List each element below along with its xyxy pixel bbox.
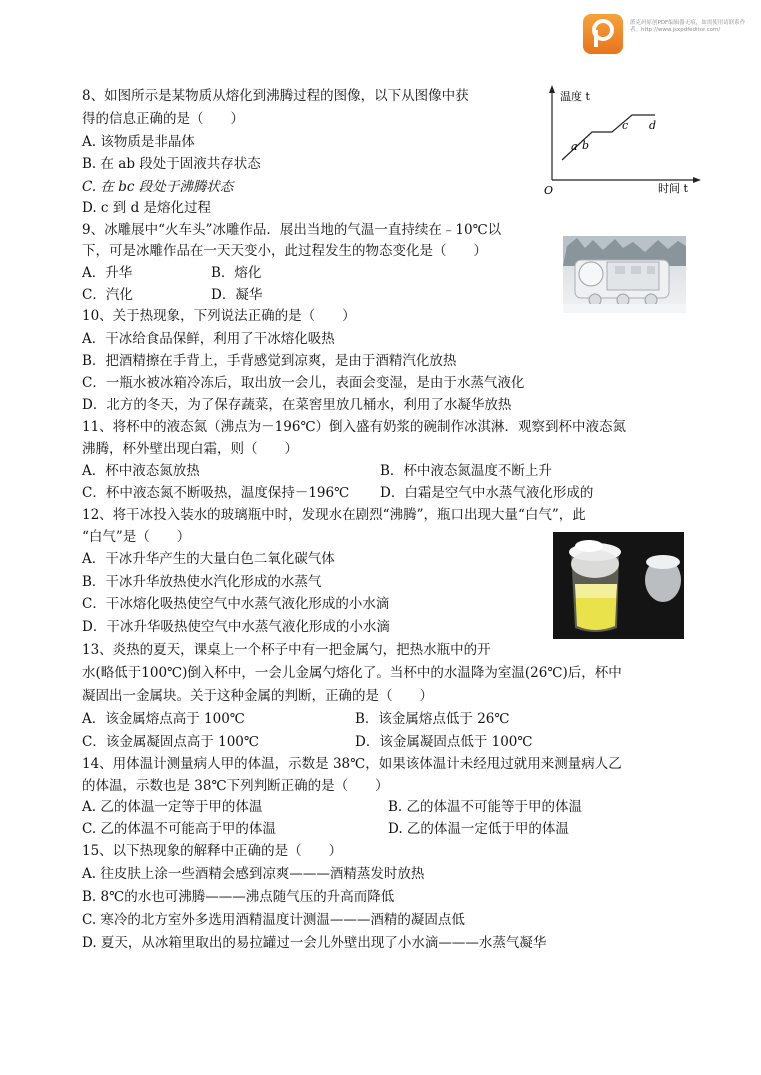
graph-point-d: d <box>649 119 657 132</box>
q13-stem-line2: 水(略低于100℃)倒入杯中，一会儿金属勺熔化了。当杯中的水温降为室温(26℃)后，杯中 <box>82 665 622 681</box>
pdf-logo-icon <box>583 14 623 54</box>
q13-option-b: B．该金属熔点低于 26℃ <box>355 711 510 727</box>
q9-option-b: B．熔化 <box>211 265 262 281</box>
graph-ylabel: 温度 t <box>560 90 590 103</box>
q8-stem-line1: 8、如图所示是某物质从熔化到沸腾过程的图像，以下从图像中获 <box>82 88 469 104</box>
ice-sculpture-photo <box>563 236 686 313</box>
q13-stem-line3: 凝固出一金属块。关于这种金属的判断，正确的是（ ） <box>82 688 433 704</box>
q9-option-a: A．升华 <box>82 265 133 281</box>
q14-option-c: C. 乙的体温不可能高于甲的体温 <box>82 821 276 837</box>
q15-option-c: C. 寒冷的北方室外多选用酒精温度计测温———酒精的凝固点低 <box>82 912 465 928</box>
q14-stem-line1: 14、用体温计测量病人甲的体温，示数是 38℃，如果该体温计未经甩过就用来测量病人乙 <box>82 756 622 772</box>
q11-stem-line1: 11、将杯中的液态氮（沸点为－196℃）倒入盛有奶浆的碗制作冰淇淋．观察到杯中液态氮 <box>82 419 627 435</box>
q12-stem-line1: 12、将干冰投入装水的玻璃瓶中时，发现水在剧烈“沸腾”，瓶口出现大量“白气”，此 <box>82 507 586 523</box>
q12-option-a: A．干冰升华产生的大量白色二氧化碳气体 <box>82 551 335 567</box>
q14-option-d: D. 乙的体温一定低于甲的体温 <box>388 821 569 837</box>
q14-stem-line2: 的体温，示数也是 38℃下列判断正确的是（ ） <box>82 778 389 794</box>
q11-option-d: D．白霜是空气中水蒸气液化形成的 <box>380 485 594 501</box>
q9-stem-line1: 9、冰雕展中“火车头”冰雕作品．展出当地的气温一直持续在﹣10℃以 <box>82 222 502 238</box>
q12-option-d: D．干冰升华吸热使空气中水蒸气液化形成的小水滴 <box>82 619 390 635</box>
graph-xlabel: 时间 t <box>658 182 688 195</box>
q10-stem: 10、关于热现象，下列说法正确的是（ ） <box>82 308 356 324</box>
q15-option-d: D. 夏天，从冰箱里取出的易拉罐过一会儿外壁出现了小水滴———水蒸气凝华 <box>82 935 547 951</box>
q11-stem-line2: 沸腾，杯外壁出现白霜，则（ ） <box>82 441 298 457</box>
q8-stem-line2: 得的信息正确的是（ ） <box>82 111 244 127</box>
graph-point-b: b <box>582 139 590 152</box>
q15-option-a: A. 往皮肤上涂一些酒精会感到凉爽———酒精蒸发时放热 <box>82 866 425 882</box>
q8-option-a: A. 该物质是非晶体 <box>82 134 195 150</box>
q13-option-d: D．该金属凝固点低于 100℃ <box>355 734 533 750</box>
q9-option-c: C．汽化 <box>82 287 133 303</box>
dry-ice-glass-photo <box>553 532 684 639</box>
q13-stem-line1: 13、炎热的夏天，课桌上一个杯子中有一把金属勺，把热水瓶中的开 <box>82 642 491 658</box>
q14-option-a: A. 乙的体温一定等于甲的体温 <box>82 799 263 815</box>
q10-option-a: A．干冰给食品保鲜，利用了干冰熔化吸热 <box>82 331 335 347</box>
q14-option-b: B. 乙的体温不可能等于甲的体温 <box>388 799 583 815</box>
q11-option-a: A．杯中液态氮放热 <box>82 463 200 479</box>
q10-option-b: B．把酒精擦在手背上，手背感觉到凉爽，是由于酒精汽化放热 <box>82 353 457 369</box>
q12-option-b: B．干冰升华放热使水汽化形成的水蒸气 <box>82 574 322 590</box>
q13-option-c: C．该金属凝固点高于 100℃ <box>82 734 259 750</box>
q8-option-d: D. c 到 d 是熔化过程 <box>82 200 212 216</box>
q15-stem: 15、以下热现象的解释中正确的是（ ） <box>82 843 343 859</box>
q15-option-b: B. 8℃的水也可沸腾———沸点随气压的升高而降低 <box>82 889 395 905</box>
graph-point-c: c <box>622 119 629 132</box>
graph-origin: O <box>544 184 554 197</box>
q11-option-c: C．杯中液态氮不断吸热，温度保持－196℃ <box>82 485 350 501</box>
q9-stem-line2: 下，可是冰雕作品在一天天变小，此过程发生的物态变化是（ ） <box>82 243 487 259</box>
q8-option-b: B. 在 ab 段处于固液共存状态 <box>82 156 261 172</box>
watermark-text: 派克码原创PDF编辑器无痕，如需使用请联系作者。http://www.jsxpdfeditor.com/ <box>630 20 746 33</box>
q10-option-c: C．一瓶水被冰箱冷冻后，取出放一会儿，表面会变湿，是由于水蒸气液化 <box>82 375 525 391</box>
q13-option-a: A．该金属熔点高于 100℃ <box>82 711 245 727</box>
q12-option-c: C．干冰熔化吸热使空气中水蒸气液化形成的小水滴 <box>82 596 390 612</box>
graph-point-a: a <box>571 140 578 153</box>
q11-option-b: B．杯中液态氮温度不断上升 <box>380 463 552 479</box>
q12-stem-line2: “白气”是（ ） <box>82 529 191 545</box>
q8-option-c: C. 在 bc 段处于沸腾状态 <box>82 179 234 195</box>
melting-boiling-graph <box>540 82 705 197</box>
q9-option-d: D．凝华 <box>211 287 263 303</box>
q10-option-d: D．北方的冬天，为了保存蔬菜，在菜窖里放几桶水，利用了水凝华放热 <box>82 397 512 413</box>
